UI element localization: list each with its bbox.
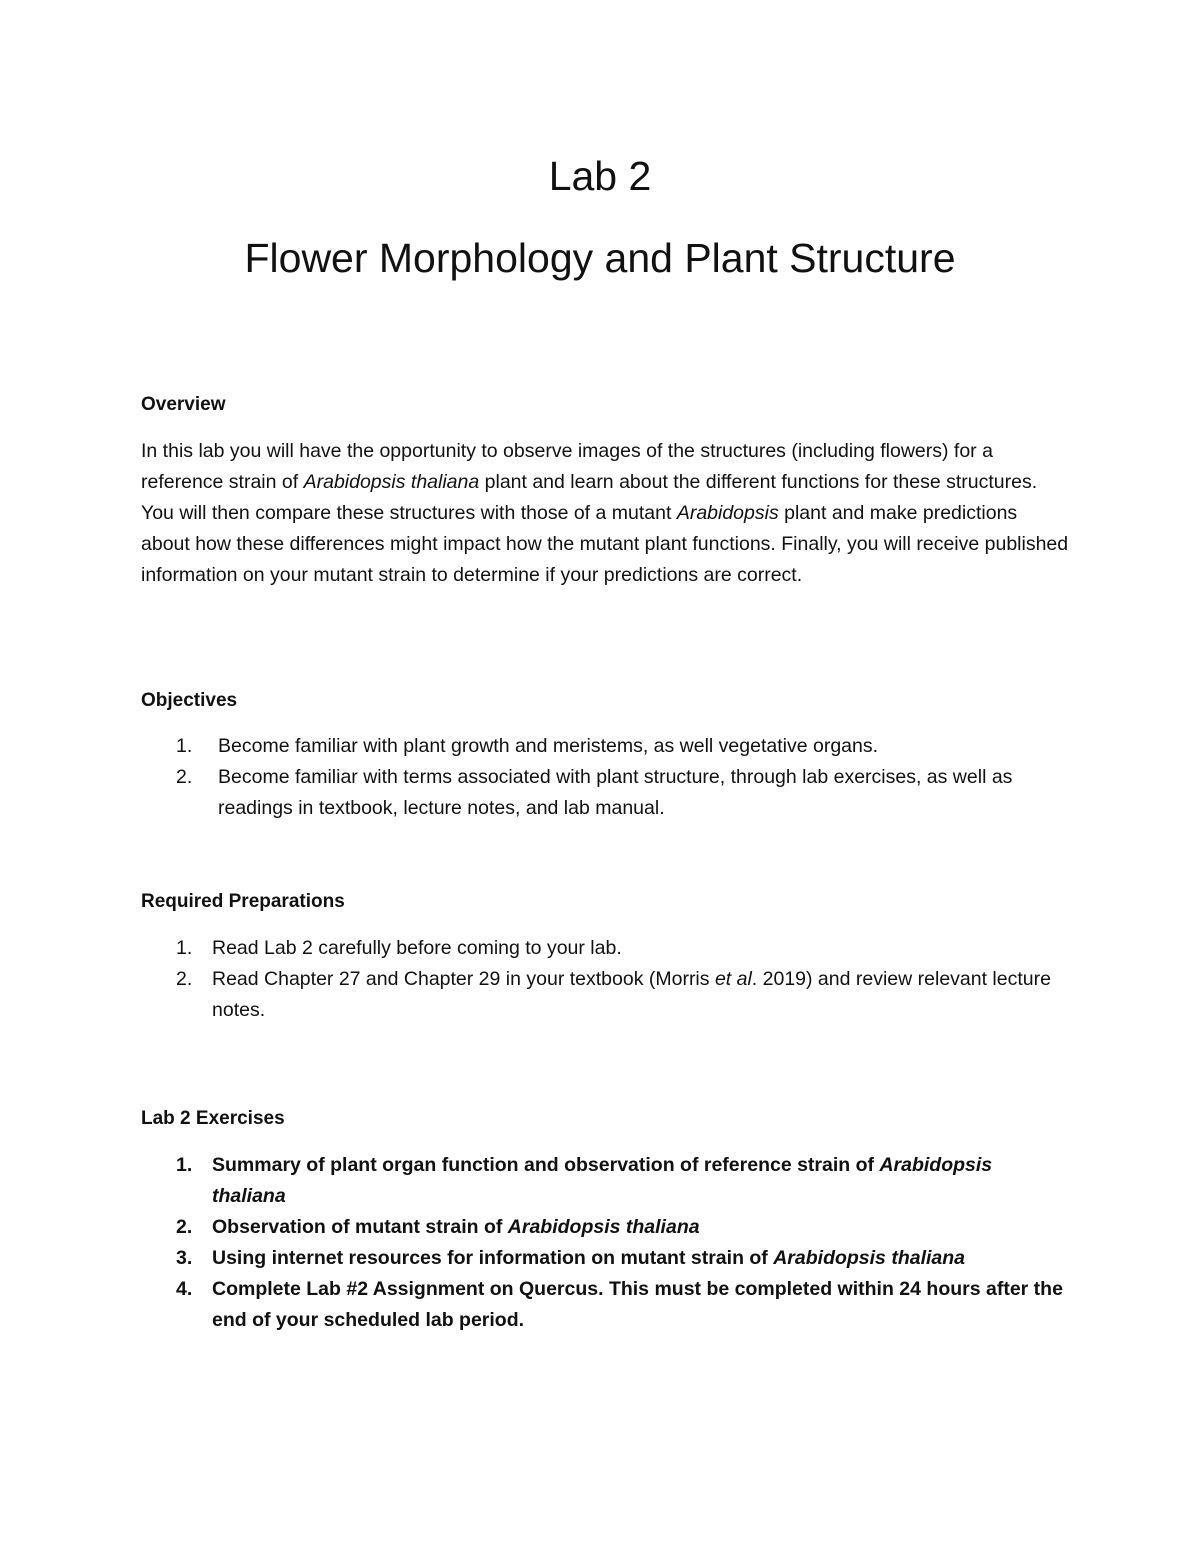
exercises-list [141, 1150, 1071, 1336]
list-item-text: Read Lab 2 carefully before coming to your lab. [212, 937, 622, 959]
list-number: 3. [176, 1247, 193, 1269]
exercises-heading: Lab 2 Exercises [141, 1108, 285, 1129]
list-item-text: Observation of mutant strain of [212, 1216, 508, 1238]
list-number: 2. [176, 766, 193, 788]
list-number: 2. [176, 1216, 193, 1238]
overview-text-2: plant and learn about the different functions for these structures. You will then compare these structures with those of a mutant [141, 471, 1038, 524]
list-number: 4. [176, 1278, 193, 1300]
list-item-italic: Arabidopsis thaliana [212, 1154, 993, 1207]
list-item-italic: Arabidopsis thaliana [507, 1216, 700, 1238]
objectives-heading: Objectives [141, 690, 238, 711]
overview-text-3: plant and make predictions about how these differences might impact how the mutant plant functions. Finally, you will receive published information on your mutant strain to determine if your predictions are correct. [141, 502, 1069, 586]
list-item-italic: et al [714, 968, 752, 990]
preparations-list [141, 933, 1071, 1026]
list-item-text: Complete Lab #2 Assignment on Quercus. This must be completed within 24 hours after the end of your scheduled lab period. [212, 1278, 1063, 1331]
overview-italic-2: Arabidopsis [676, 502, 779, 524]
page-subtitle: Flower Morphology and Plant Structure [244, 235, 956, 281]
list-number: 1. [176, 937, 193, 959]
list-item [141, 1150, 1071, 1212]
list-item-text: . 2019) and review relevant lecture notes. [212, 968, 1051, 1021]
list-item-text: Using internet resources for information on mutant strain of [212, 1247, 774, 1269]
preparations-heading: Required Preparations [141, 891, 345, 912]
objectives-list [141, 731, 1071, 824]
list-item-text: Read Chapter 27 and Chapter 29 in your textbook (Morris [212, 968, 715, 990]
list-item-text: Become familiar with plant growth and meristems, as well vegetative organs. [218, 735, 879, 757]
overview-italic-1: Arabidopsis thaliana [303, 471, 480, 493]
list-item [141, 731, 1071, 762]
overview-text-1: In this lab you will have the opportunity to observe images of the structures (including flowers) for a reference strain of [141, 440, 993, 493]
list-number: 1. [176, 735, 193, 757]
list-item-italic: Arabidopsis thaliana [773, 1247, 966, 1269]
overview-paragraph [141, 436, 1071, 591]
list-item [141, 1243, 1071, 1274]
list-number: 2. [176, 968, 193, 990]
overview-heading: Overview [141, 394, 226, 415]
list-item [141, 933, 1071, 964]
page-title: Lab 2 [548, 153, 652, 199]
list-item-text: Summary of plant organ function and observation of reference strain of [212, 1154, 880, 1176]
list-item-text: Become familiar with terms associated with plant structure, through lab exercises, as well as readings in textbook, lecture notes, and lab manual. [218, 766, 1013, 819]
list-number: 1. [176, 1154, 193, 1176]
list-item [141, 1212, 1071, 1243]
list-item [141, 1274, 1071, 1336]
list-item [141, 762, 1071, 824]
list-item [141, 964, 1071, 1026]
